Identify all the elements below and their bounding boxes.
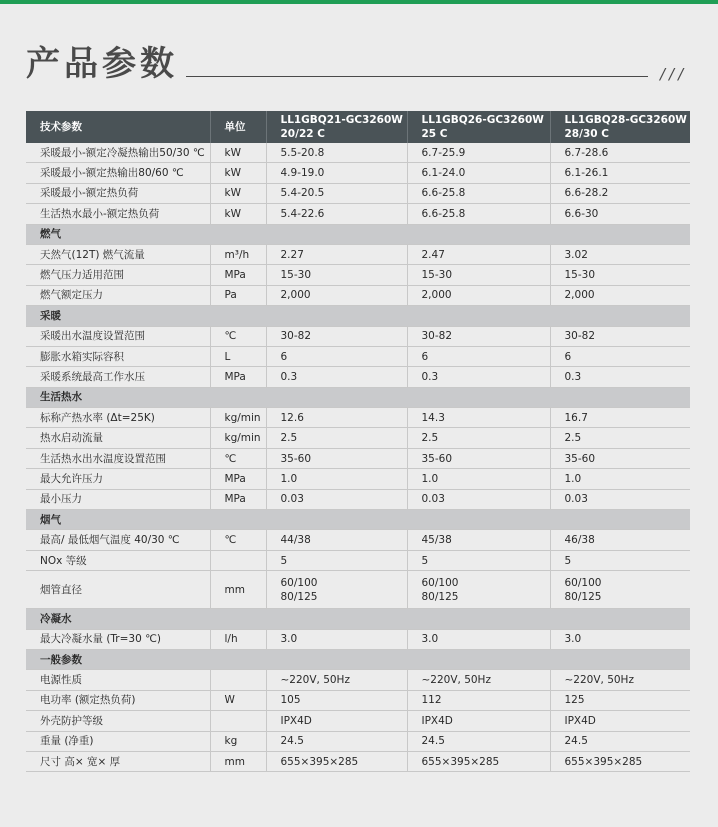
- param-cell: 采暖最小-额定冷凝热输出50/30 ℃: [26, 143, 210, 163]
- section-label: 烟气: [26, 510, 690, 530]
- param-cell: 重量 (净重): [26, 731, 210, 751]
- model-3-cell: 24.5: [550, 731, 690, 751]
- page-title: 产品参数: [26, 44, 178, 84]
- model-3-cell: 46/38: [550, 530, 690, 550]
- param-cell: 燃气额定压力: [26, 285, 210, 305]
- model-1-cell: 0.3: [266, 367, 407, 387]
- param-cell: 燃气压力适用范围: [26, 265, 210, 285]
- table-row: [26, 163, 690, 183]
- model-1-cell: 2.5: [266, 428, 407, 448]
- table-row: [26, 408, 690, 428]
- param-cell: 最大冷凝水量 (Tr=30 ℃): [26, 629, 210, 649]
- table-row: [26, 346, 690, 366]
- header-model-3: LL1GBQ28-GC3260W 28/30 C: [550, 111, 690, 143]
- section-header-row: [26, 609, 690, 629]
- model-2-cell: 2,000: [407, 285, 550, 305]
- model-1-cell: 5.4-20.5: [266, 183, 407, 203]
- title-divider: [186, 76, 648, 77]
- model-3-cell: [550, 571, 690, 609]
- section-header-row: [26, 510, 690, 530]
- model-3-cell: 30-82: [550, 326, 690, 346]
- unit-cell: [210, 711, 266, 731]
- param-cell: 膨胀水箱实际容积: [26, 346, 210, 366]
- table-row: [26, 448, 690, 468]
- header-model-1: LL1GBQ21-GC3260W 20/22 C: [266, 111, 407, 143]
- unit-cell: kg: [210, 731, 266, 751]
- model-2-cell: 2.47: [407, 244, 550, 264]
- table-row: [26, 489, 690, 509]
- model-1-cell: 44/38: [266, 530, 407, 550]
- model-3-cell: 5: [550, 550, 690, 570]
- model-2-cell: [407, 571, 550, 609]
- unit-cell: MPa: [210, 489, 266, 509]
- model-2-cell: 14.3: [407, 408, 550, 428]
- param-cell: 电功率 (额定热负荷): [26, 690, 210, 710]
- unit-cell: MPa: [210, 265, 266, 285]
- model-1-cell: 5.4-22.6: [266, 204, 407, 224]
- section-header-row: [26, 224, 690, 244]
- table-row: [26, 244, 690, 264]
- unit-cell: kW: [210, 183, 266, 203]
- model-1-cell: IPX4D: [266, 711, 407, 731]
- table-row: [26, 629, 690, 649]
- model-1-cell: 30-82: [266, 326, 407, 346]
- model-1-cell: 6: [266, 346, 407, 366]
- top-accent-bar: [0, 0, 718, 4]
- model-2-cell: 30-82: [407, 326, 550, 346]
- table-row: [26, 143, 690, 163]
- model-2-cell: 45/38: [407, 530, 550, 550]
- model-3-cell: 6.6-30: [550, 204, 690, 224]
- table-row: [26, 469, 690, 489]
- model-2-cell: 3.0: [407, 629, 550, 649]
- cell-line: 80/125: [280, 590, 318, 603]
- model-2-cell: 35-60: [407, 448, 550, 468]
- table-row: [26, 183, 690, 203]
- param-cell: 天然气(12T) 燃气流量: [26, 244, 210, 264]
- model-3-cell: 2.5: [550, 428, 690, 448]
- model-3-cell: 2,000: [550, 285, 690, 305]
- model-1-cell: 2,000: [266, 285, 407, 305]
- header-param: 技术参数: [26, 111, 210, 143]
- param-cell: 电源性质: [26, 670, 210, 690]
- title-slashes: ///: [660, 65, 688, 83]
- model-2-cell: 6.6-25.8: [407, 183, 550, 203]
- table-row: [26, 571, 690, 609]
- model-1-cell: 3.0: [266, 629, 407, 649]
- header-model-2: LL1GBQ26-GC3260W 25 C: [407, 111, 550, 143]
- unit-cell: kW: [210, 163, 266, 183]
- model-3-cell: 3.02: [550, 244, 690, 264]
- table-header-row: [26, 111, 690, 143]
- model-2-cell: 6.7-25.9: [407, 143, 550, 163]
- cell-line: 80/125: [421, 590, 459, 603]
- model-3-cell: IPX4D: [550, 711, 690, 731]
- section-header-row: [26, 306, 690, 326]
- model-1-cell: 12.6: [266, 408, 407, 428]
- model-2-cell: 5: [407, 550, 550, 570]
- unit-cell: m³/h: [210, 244, 266, 264]
- model-2-cell: 0.03: [407, 489, 550, 509]
- table-row: [26, 670, 690, 690]
- unit-cell: kg/min: [210, 408, 266, 428]
- param-cell: 最小压力: [26, 489, 210, 509]
- section-header-row: [26, 649, 690, 669]
- unit-cell: kW: [210, 143, 266, 163]
- param-cell: 尺寸 高× 宽× 厚: [26, 751, 210, 771]
- cell-line: 60/100: [280, 576, 318, 589]
- table-row: [26, 326, 690, 346]
- section-label: 一般参数: [26, 649, 690, 669]
- model-3-cell: 35-60: [550, 448, 690, 468]
- table-row: [26, 751, 690, 771]
- param-cell: 烟管直径: [26, 571, 210, 609]
- param-cell: 采暖出水温度设置范围: [26, 326, 210, 346]
- unit-cell: l/h: [210, 629, 266, 649]
- spec-table-body: [26, 143, 690, 772]
- model-3-cell: 6.6-28.2: [550, 183, 690, 203]
- model-1-cell: 2.27: [266, 244, 407, 264]
- param-cell: 生活热水出水温度设置范围: [26, 448, 210, 468]
- cell-line: 60/100: [421, 576, 459, 589]
- model-1-cell: 24.5: [266, 731, 407, 751]
- table-row: [26, 711, 690, 731]
- table-row: [26, 367, 690, 387]
- model-1-cell: [266, 571, 407, 609]
- model-2-cell: 655×395×285: [407, 751, 550, 771]
- model-1-cell: 655×395×285: [266, 751, 407, 771]
- model-1-cell: 5.5-20.8: [266, 143, 407, 163]
- model-1-cell: ~220V, 50Hz: [266, 670, 407, 690]
- section-label: 生活热水: [26, 387, 690, 407]
- model-2-cell: 1.0: [407, 469, 550, 489]
- section-header-row: [26, 387, 690, 407]
- header-unit: 单位: [210, 111, 266, 143]
- param-cell: 热水启动流量: [26, 428, 210, 448]
- unit-cell: MPa: [210, 367, 266, 387]
- model-1-cell: 105: [266, 690, 407, 710]
- model-3-cell: 0.3: [550, 367, 690, 387]
- table-row: [26, 530, 690, 550]
- param-cell: 采暖系统最高工作水压: [26, 367, 210, 387]
- model-3-cell: 6: [550, 346, 690, 366]
- param-cell: 最大允许压力: [26, 469, 210, 489]
- unit-cell: W: [210, 690, 266, 710]
- unit-cell: MPa: [210, 469, 266, 489]
- model-2-cell: 24.5: [407, 731, 550, 751]
- model-2-cell: 6.6-25.8: [407, 204, 550, 224]
- model-2-cell: 6: [407, 346, 550, 366]
- unit-cell: mm: [210, 571, 266, 609]
- model-3-cell: 6.7-28.6: [550, 143, 690, 163]
- spec-table: [26, 111, 690, 772]
- unit-cell: ℃: [210, 530, 266, 550]
- model-3-cell: 125: [550, 690, 690, 710]
- table-row: [26, 285, 690, 305]
- model-3-cell: 3.0: [550, 629, 690, 649]
- model-2-cell: IPX4D: [407, 711, 550, 731]
- cell-line: 60/100: [564, 576, 602, 589]
- model-1-cell: 5: [266, 550, 407, 570]
- model-3-cell: 16.7: [550, 408, 690, 428]
- model-2-cell: 6.1-24.0: [407, 163, 550, 183]
- model-2-cell: 15-30: [407, 265, 550, 285]
- param-cell: 采暖最小-额定热负荷: [26, 183, 210, 203]
- param-cell: 生活热水最小-额定热负荷: [26, 204, 210, 224]
- model-2-cell: 2.5: [407, 428, 550, 448]
- model-1-cell: 4.9-19.0: [266, 163, 407, 183]
- model-3-cell: 0.03: [550, 489, 690, 509]
- model-3-cell: ~220V, 50Hz: [550, 670, 690, 690]
- param-cell: 标称产热水率 (Δt=25K): [26, 408, 210, 428]
- unit-cell: L: [210, 346, 266, 366]
- cell-line: 80/125: [564, 590, 602, 603]
- table-row: [26, 690, 690, 710]
- unit-cell: kg/min: [210, 428, 266, 448]
- model-2-cell: ~220V, 50Hz: [407, 670, 550, 690]
- param-cell: 外壳防护等级: [26, 711, 210, 731]
- model-1-cell: 15-30: [266, 265, 407, 285]
- model-1-cell: 35-60: [266, 448, 407, 468]
- model-2-cell: 112: [407, 690, 550, 710]
- table-row: [26, 204, 690, 224]
- table-row: [26, 550, 690, 570]
- unit-cell: [210, 670, 266, 690]
- table-row: [26, 428, 690, 448]
- unit-cell: mm: [210, 751, 266, 771]
- param-cell: 最高/ 最低烟气温度 40/30 ℃: [26, 530, 210, 550]
- section-label: 采暖: [26, 306, 690, 326]
- unit-cell: ℃: [210, 326, 266, 346]
- unit-cell: ℃: [210, 448, 266, 468]
- unit-cell: kW: [210, 204, 266, 224]
- model-3-cell: 1.0: [550, 469, 690, 489]
- param-cell: 采暖最小-额定热输出80/60 ℃: [26, 163, 210, 183]
- unit-cell: Pa: [210, 285, 266, 305]
- model-1-cell: 0.03: [266, 489, 407, 509]
- model-2-cell: 0.3: [407, 367, 550, 387]
- model-3-cell: 15-30: [550, 265, 690, 285]
- model-3-cell: 6.1-26.1: [550, 163, 690, 183]
- table-row: [26, 265, 690, 285]
- model-3-cell: 655×395×285: [550, 751, 690, 771]
- section-label: 燃气: [26, 224, 690, 244]
- section-label: 冷凝水: [26, 609, 690, 629]
- table-row: [26, 731, 690, 751]
- unit-cell: [210, 550, 266, 570]
- model-1-cell: 1.0: [266, 469, 407, 489]
- param-cell: NOx 等级: [26, 550, 210, 570]
